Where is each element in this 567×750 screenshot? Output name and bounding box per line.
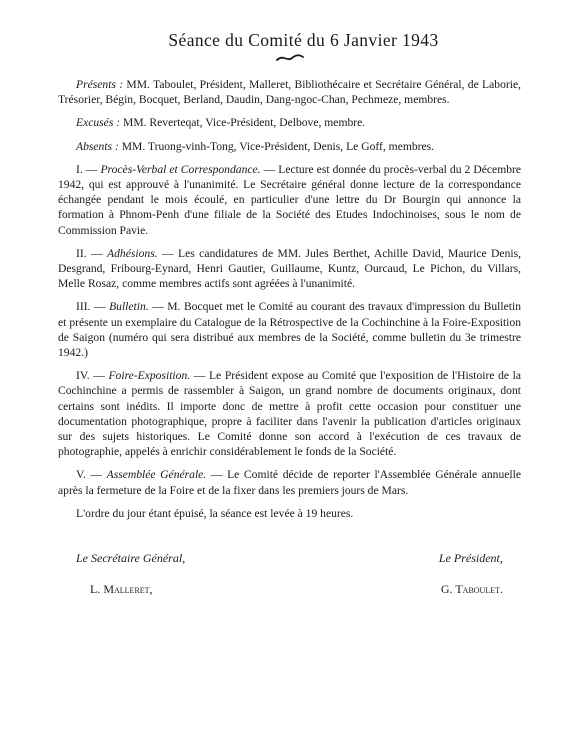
closing-statement: L'ordre du jour étant épuisé, la séance est levée à 19 heures. — [76, 506, 354, 520]
page-title: Séance du Comité du 6 Janvier 1943 — [168, 30, 439, 50]
present-members — [58, 77, 521, 107]
section-text: — Lecture est donnée du procès-verbal du 2 Décembre 1942, qui est approuvé à l'unanimité. Le Secrétaire général donne lecture de la correspondance échangée pendant le mois écoulé, en particulier d'une lettre du Dr Bourgin qui annonce la formation à Phnom-Penh d'une filiale de la Société des Etudes Indochinoises, sous le nom de Commission Pavie. — [58, 162, 522, 237]
absent-label: Absents : — [76, 139, 119, 153]
absent-members — [58, 139, 521, 154]
section-heading: Adhésions. — [107, 246, 158, 260]
president-name: G. Taboulet. — [440, 582, 503, 597]
section-number: III. — — [76, 300, 110, 314]
section-bulletin — [58, 299, 521, 360]
section-text: — Les candidatures de MM. Jules Berthet, Achille David, Maurice Denis, Desgrand, Fribourg-Eynard, Henri Gautier, Guillaume, Kuntz, Ourcaud, Le Pichon, du Villars, Melle Rosaz, comme membres actifs sont agréées à l'unanimité. — [58, 246, 522, 291]
section-text: — Le Président expose au Comité que l'exposition de l'Histoire de la Cochinchine a permis de rassembler à Saigon, un grand nombre de documents originaux, dont certains sont inédits. Il importe donc de mettre à profit cette occasion pour constituer une documentation photographique, propre à faciliter dans l'avenir la publication d'articles originaux sur des sujets historiques. Le Comité donne son accord à l'exécution de ces travaux de photographie, appelés à enrichir considérablement le fonds de la Société. — [58, 369, 522, 459]
section-assemblee-generale — [58, 467, 521, 497]
section-heading: Bulletin. — [109, 300, 149, 314]
present-text: MM. Taboulet, Président, Malleret, Bibliothécaire et Secrétaire Général, de Laborie, Trésorier, Bégin, Bocquet, Berland, Daudin, Dang-ngoc-Chan, Pechmeze, membres. — [58, 78, 521, 107]
section-text: — M. Bocquet met le Comité au courant des travaux d'impression du Bulletin et présente un exemplaire du Catalogue de la Rétrospective de la Cochinchine à la Foire-Exposition de Saigon (numéro qui sera distribué aux membres de la Société, comme bulletin du 3e trimestre 1942.) — [58, 300, 521, 360]
secretary-signature — [58, 551, 185, 597]
excused-text: MM. Reverteqat, Vice-Président, Delbove, membre. — [120, 116, 366, 130]
section-text: — Le Comité décide de reporter l'Assemblée Générale annuelle après la fermeture de la Foire et de la fixer dans les premiers jours de Mars. — [58, 468, 521, 497]
secretary-name: L. Malleret, — [90, 582, 153, 597]
section-adhesions — [58, 246, 521, 292]
president-signature — [439, 551, 521, 597]
president-title: Le Président, — [438, 551, 503, 566]
present-label: Présents : — [76, 78, 124, 91]
section-proces-verbal — [58, 162, 521, 238]
section-number: I. — — [76, 162, 101, 176]
section-foire-exposition — [58, 368, 521, 459]
secretary-title: Le Secrétaire Général, — [76, 551, 186, 566]
excused-members — [58, 115, 521, 130]
section-heading: Procès-Verbal et Correspondance. — [100, 162, 261, 176]
section-heading: Foire-Exposition. — [108, 369, 191, 383]
section-number: II. — — [76, 246, 108, 260]
excused-label: Excusés : — [76, 116, 121, 130]
flourish-ornament-icon — [275, 53, 305, 63]
signature-block — [58, 551, 521, 597]
section-number: V. — — [76, 468, 107, 482]
absent-text: MM. Truong-vinh-Tong, Vice-Président, Denis, Le Goff, membres. — [118, 139, 435, 153]
section-heading: Assemblée Générale. — [106, 468, 207, 482]
section-number: IV. — — [76, 369, 109, 383]
